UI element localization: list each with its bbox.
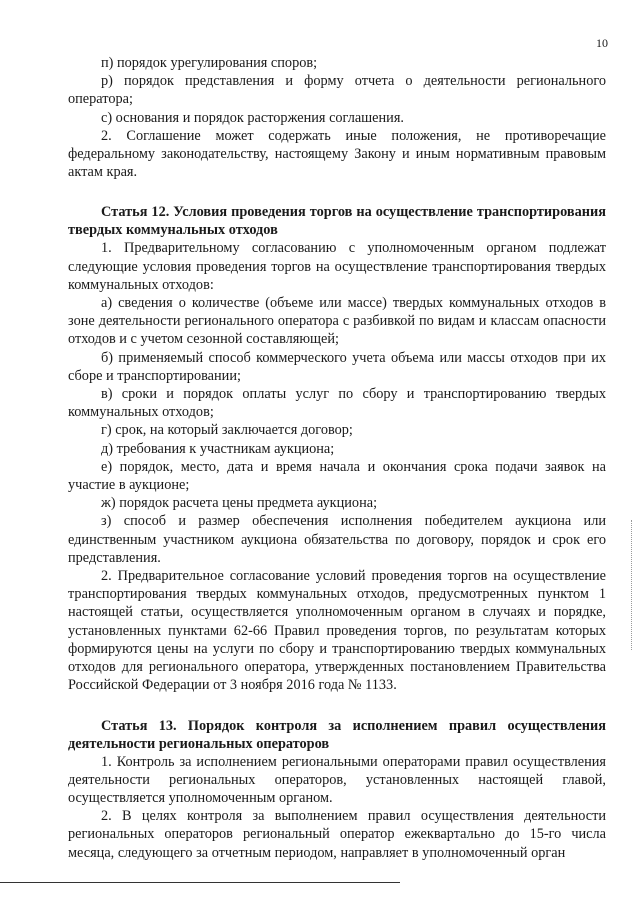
article-13-title: Статья 13. Порядок контроля за исполнением правил осуществления деятельности региональных операторов bbox=[68, 717, 606, 752]
footer-rule bbox=[0, 882, 400, 883]
article-12-item-b: б) применяемый способ коммерческого учета объема или массы отходов при их сборе и транспортировании; bbox=[68, 349, 606, 384]
scan-margin-marks bbox=[631, 520, 634, 650]
article-13-paragraph: 1. Контроль за исполнением региональными операторами правил осуществления деятельности региональных операторов, установленных настоящей главой, осуществляется уполномоченным органом. bbox=[68, 753, 606, 806]
article-12-item-g: г) срок, на который заключается договор; bbox=[101, 422, 353, 439]
document-body bbox=[68, 54, 606, 862]
article-12-item-z: з) способ и размер обеспечения исполнения победителем аукциона или единственным участником аукциона обязательства по договору, порядок и срок его представления. bbox=[68, 513, 606, 566]
article-12-item-a: а) сведения о количестве (объеме или массе) твердых коммунальных отходов в зоне деятельности регионального оператора с разбивкой по видам и классам опасности отходов и с учетом сезонной составляющей; bbox=[68, 295, 606, 348]
article-12-paragraph: 1. Предварительному согласованию с уполномоченным органом подлежат следующие условия проведения торгов на осуществление транспортирования твердых коммунальных отходов: bbox=[68, 240, 606, 293]
page-number: 10 bbox=[596, 36, 608, 50]
article-12-title: Статья 12. Условия проведения торгов на осуществление транспортирования твердых коммунальных отходов bbox=[68, 204, 606, 239]
article-12-item-zh: ж) порядок расчета цены предмета аукциона; bbox=[101, 495, 378, 512]
article-12-item-d: д) требования к участникам аукциона; bbox=[101, 440, 335, 457]
list-item-s: с) основания и порядок расторжения соглашения. bbox=[101, 109, 404, 126]
article-12-item-v: в) сроки и порядок оплаты услуг по сбору и транспортированию твердых коммунальных отходов; bbox=[68, 386, 606, 421]
article-12-item-e: е) порядок, место, дата и время начала и окончания срока подачи заявок на участие в аукционе; bbox=[68, 458, 606, 494]
article-13-paragraph: 2. В целях контроля за выполнением правил осуществления деятельности региональных операторов региональный оператор ежеквартально до 15-го числа месяца, следующего за отчетным периодом, направляет в уполномоченный орган bbox=[68, 808, 606, 861]
list-item-p: п) порядок урегулирования споров; bbox=[101, 55, 318, 71]
article-12-paragraph: 2. Предварительное согласование условий проведения торгов на осуществление транспортирования твердых коммунальных отходов, предусмотренных пунктом 1 настоящей статьи, осуществляется уполномоченным органом в случаях и порядке, установленных пунктами 62-66 Правил проведения торгов, по результатам которых формируются цены на услуги по сбору и транспортированию твердых коммунальных отходов для регионального оператора, утвержденных постановлением Правительства Российской Федерации от 3 ноября 2016 года № 1133. bbox=[68, 568, 606, 694]
list-item-r: р) порядок представления и форму отчета о деятельности регионального оператора; bbox=[68, 73, 606, 108]
paragraph-2: 2. Соглашение может содержать иные положения, не противоречащие федеральному законодательству, настоящему Закону и иным нормативным правовым актам края. bbox=[68, 127, 606, 181]
